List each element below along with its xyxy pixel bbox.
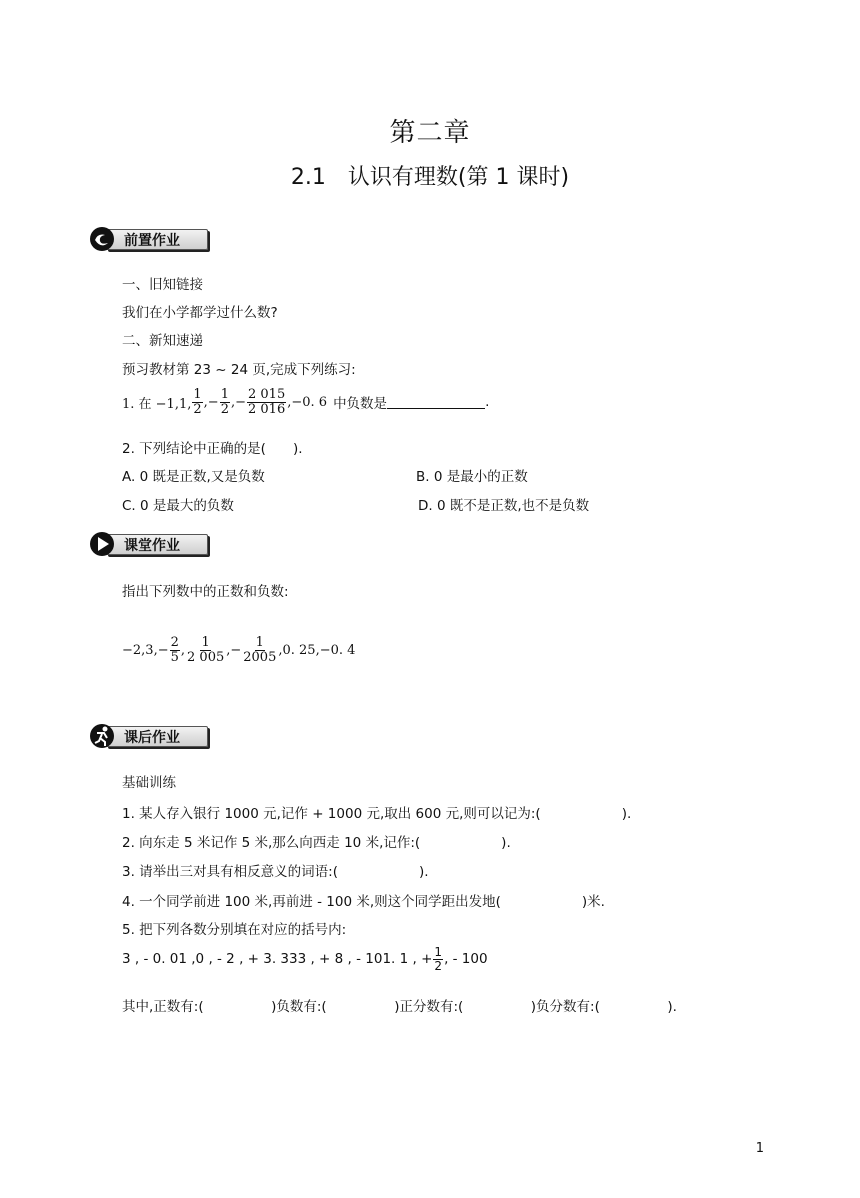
preview-instruction: 预习教材第 23 ~ 24 页,完成下列练习: [122, 362, 356, 378]
classification-answer: 其中,正数有:( )负数有:( )正分数有:( )负分数有:( ). [122, 999, 677, 1015]
banner-label: 课后作业 [124, 730, 180, 746]
class-prompt: 指出下列数中的正数和负数: [122, 584, 289, 600]
numbers-end: , - 100 [444, 951, 488, 968]
number-set [122, 946, 488, 972]
option-a: A. 0 既是正数,又是负数 [122, 469, 265, 485]
numbers-start: 3 , - 0. 01 ,0 , - 2 , + 3. 333 , + 8 , - 101. 1 , + [122, 951, 433, 968]
fraction: $\frac{1}{2}$ [193, 387, 202, 417]
pre-homework-banner [88, 226, 208, 252]
runner-icon [88, 723, 116, 749]
q1-suffix: 中负数是 [333, 396, 388, 413]
separator: ,− [230, 394, 246, 410]
fraction: $\frac{2 015}{2 016}$ [248, 387, 286, 417]
period: . [485, 394, 490, 411]
after-question-1: 1. 某人存入银行 1000 元,记作 + 1000 元,取出 600 元,则可以记为:( ). [122, 806, 632, 822]
option-b: B. 0 是最小的正数 [416, 469, 528, 485]
after-question-3: 3. 请举出三对具有相反意义的词语:( ). [122, 864, 429, 880]
fraction: $\frac{1}{2}$ [220, 387, 229, 417]
after-question-2: 2. 向东走 5 米记作 5 米,那么向西走 10 米,记作:( ). [122, 835, 511, 851]
section-heading-old: 一、旧知链接 [122, 277, 203, 293]
question-old-knowledge: 我们在小学都学过什么数? [122, 305, 278, 321]
basic-training-heading: 基础训练 [122, 775, 176, 791]
numbers-end: ,0. 25,−0. 4 [278, 642, 356, 658]
question-1 [122, 388, 489, 416]
section-heading-new: 二、新知速递 [122, 333, 203, 349]
separator: ,− [203, 394, 219, 410]
fraction: $\frac{2}{5}$ [170, 635, 179, 665]
option-d: D. 0 既不是正数,也不是负数 [418, 498, 590, 514]
numbers-start: −2,3,− [122, 642, 169, 658]
lesson-title: 2.1 认识有理数(第 1 课时) [290, 165, 570, 190]
question-2: 2. 下列结论中正确的是( ). [122, 441, 303, 457]
number-list [122, 636, 355, 664]
chapter-title: 第二章 [389, 118, 471, 148]
class-homework-banner [88, 531, 208, 557]
q1-prefix: 1. 在 −1,1, [122, 396, 192, 412]
play-icon [88, 531, 116, 557]
banner-label: 课堂作业 [124, 538, 180, 554]
separator: ,− [226, 642, 242, 658]
fraction: $\frac{1}{2 005}$ [187, 635, 225, 665]
fraction: $\frac{1}{2}$ [434, 945, 443, 973]
separator: , [180, 642, 186, 658]
separator: ,−0. 6 [287, 394, 328, 410]
after-question-4: 4. 一个同学前进 100 米,再前进 - 100 米,则这个同学距出发地( )米. [122, 894, 605, 910]
banner-label: 前置作业 [124, 233, 180, 249]
fraction: $\frac{1}{2005}$ [243, 635, 277, 665]
after-class-banner [88, 723, 208, 749]
page-number: 1 [755, 1141, 764, 1156]
option-c: C. 0 是最大的负数 [122, 498, 234, 514]
after-question-5: 5. 把下列各数分别填在对应的括号内: [122, 922, 347, 938]
swirl-icon [88, 226, 116, 252]
answer-blank[interactable] [387, 396, 485, 409]
